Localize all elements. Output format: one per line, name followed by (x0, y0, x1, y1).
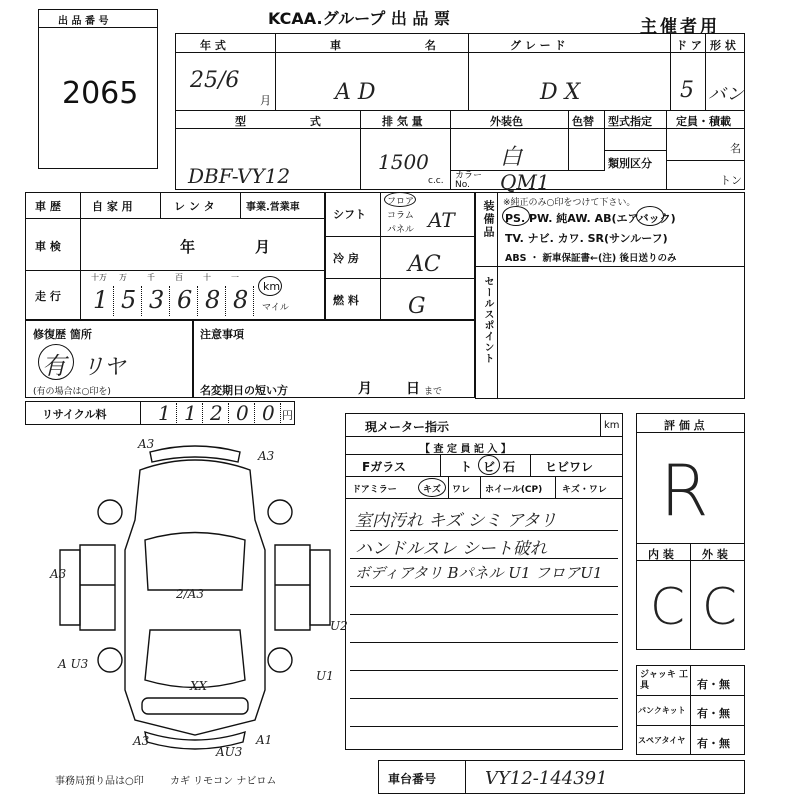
interior-label: 内 装 (648, 548, 674, 561)
mileage-digit-label: 十万 (91, 273, 107, 282)
mileage-digit-label: 万 (119, 273, 127, 282)
color-swap-label: 色替 (572, 115, 594, 128)
shift-column: コラム (387, 211, 414, 221)
make-value: A D (335, 80, 376, 105)
make-label: 車 名 (330, 39, 476, 52)
recycle-unit: 円 (282, 409, 293, 422)
capacity-ton: トン (720, 174, 742, 187)
mileage-label: 走 行 (35, 290, 61, 303)
meter-unit: km (604, 420, 620, 431)
mileage-digit-label: 一 (231, 273, 239, 282)
mileage-digit: 8 (205, 286, 221, 314)
equipment-label: 装備品 (482, 200, 495, 239)
tool-spare-yesno: 有・無 (697, 737, 730, 750)
mileage-digit: 8 (233, 286, 249, 314)
equipment-note: ※純正のみ○印をつけて下さい。 (503, 198, 636, 208)
diagram-mark: AU3 (216, 745, 243, 759)
shift-floor: フロア (387, 197, 415, 207)
color-no-value: QM1 (500, 170, 550, 194)
glass-label: Fガラス (362, 460, 406, 474)
lot-number-label: 出 品 番 号 (58, 16, 109, 27)
chassis-value: VY12-144391 (485, 768, 608, 789)
mileage-digit: 3 (149, 286, 165, 314)
tool-puncture: パンクキット (638, 706, 686, 715)
inspection-month: 月 (255, 238, 271, 256)
grade-value: D X (540, 80, 581, 105)
history-rental: レ ン タ (174, 200, 215, 213)
mirror-value-2: ワレ (452, 485, 471, 495)
exterior-label: 外 装 (702, 548, 728, 561)
tool-spare: スペアタイヤ (638, 736, 686, 745)
tool-jack: ジャッキ 工 具 (640, 670, 688, 691)
color-no-label: カラー No. (455, 171, 483, 190)
cc-value: 1500 (378, 150, 429, 174)
comment-1: 室内汚れ キズ シミ アタリ (355, 511, 557, 531)
recycle-digit: 1 (184, 401, 197, 425)
inspector-title: 【 査 定 員 記 入 】 (420, 444, 511, 455)
mileage-digit: 1 (93, 286, 109, 314)
comment-2: ハンドルスレ シート破れ (355, 539, 547, 559)
designation-label: 型式指定 (608, 115, 652, 128)
cc-label: 排 気 量 (382, 115, 423, 128)
deadline-label: 名変期日の短い方 (200, 384, 288, 397)
car-damage-diagram (50, 437, 348, 760)
deadline-until: まで (424, 387, 443, 397)
diagram-mark: U2 (330, 619, 348, 633)
year-value: 25/6 (190, 68, 240, 93)
equipment-line3: ABS ・ 新車保証書←(注) 後日送りのみ (505, 253, 677, 264)
score-value: R (660, 450, 709, 532)
history-private: 自 家 用 (92, 200, 133, 213)
mirror-value-1: キズ (423, 485, 441, 495)
mileage-digit-label: 千 (147, 273, 155, 282)
mileage-digit-label: 百 (175, 273, 183, 282)
diagram-mark: A U3 (58, 657, 89, 671)
recycle-label: リサイクル料 (42, 408, 107, 421)
mirror-label: ドアミラー (352, 485, 397, 495)
office-items: カギ リモコン ナビロム (170, 776, 277, 787)
lot-number: 2065 (62, 76, 139, 111)
year-unit: 月 (260, 94, 271, 107)
glass-value-2: ビ (483, 460, 496, 474)
recycle-digit: 0 (236, 401, 249, 425)
model-label: 型 式 (235, 115, 351, 128)
recycle-digit: 0 (262, 401, 275, 425)
glass-value-1: ト (460, 460, 473, 474)
diagram-mark: XX (190, 679, 208, 693)
diagram-mark: A3 (258, 449, 275, 463)
wheel-label: ホイール(CP) (485, 485, 543, 495)
mileage-digit: 6 (177, 286, 193, 314)
deadline-day: 日 (406, 381, 420, 397)
aircon-label: 冷 房 (333, 252, 359, 265)
tool-puncture-yesno: 有・無 (697, 707, 730, 720)
mileage-digit-label: 十 (203, 273, 211, 282)
interior-value: C (650, 578, 685, 636)
shift-panel: パネル (387, 225, 415, 235)
category-label: 類別区分 (608, 157, 652, 170)
grade-label: グ レ ー ド (510, 39, 566, 52)
recycle-digit: 2 (210, 401, 223, 425)
sales-point-label: セールスポイント (482, 276, 493, 364)
diagram-mark: A3 (50, 567, 67, 581)
notes-label: 注意事項 (200, 328, 244, 341)
fuel-value: G (408, 294, 426, 319)
repair-detail: リヤ (82, 355, 126, 380)
mileage-mile: マイル (262, 303, 289, 313)
color-value: 白 (500, 145, 523, 170)
inspection-label: 車 検 (35, 240, 61, 253)
diagram-mark: A3 (138, 437, 155, 451)
equipment-line1: PS. PW. 純AW. AB(エアバック) (505, 212, 676, 225)
doors-label: ド ア (676, 39, 702, 52)
office-label: 事務局預り品は○印 (55, 776, 144, 787)
recycle-digit: 1 (158, 401, 171, 425)
form-title: KCAA.グループ 出 品 票 (268, 9, 450, 28)
glass-value-3: 石 (503, 460, 516, 474)
history-business: 事業.営業車 (246, 202, 300, 213)
fuel-label: 燃 料 (333, 294, 359, 307)
repair-value: 有 (42, 352, 66, 380)
shift-value: AT (428, 208, 455, 232)
cc-unit: c.c. (428, 176, 444, 186)
repair-note: (有の場合は○印を) (33, 387, 111, 397)
mileage-km: km (263, 280, 281, 293)
exterior-value: C (702, 578, 737, 636)
aircon-value: AC (408, 252, 441, 277)
score-label: 評 価 点 (664, 419, 705, 432)
deadline-month: 月 (358, 381, 372, 397)
diagram-mark: A1 (256, 733, 273, 747)
comment-3: ボディアタリ Bパネル U1 フロアU1 (355, 564, 603, 582)
history-label: 車 歴 (35, 200, 61, 213)
wheel-values: キズ・ワレ (562, 485, 607, 495)
type-value: バン (708, 84, 744, 105)
chassis-label: 車台番号 (388, 772, 437, 786)
capacity-person: 名 (730, 142, 741, 155)
mileage-digit: 5 (121, 286, 137, 314)
inspection-year: 年 (180, 238, 196, 256)
copy-label: 主催者用 (640, 17, 720, 37)
year-label: 年 式 (200, 39, 226, 52)
shift-label: シフト (333, 208, 366, 221)
diagram-mark: A3 (133, 734, 150, 748)
capacity-label: 定員・積載 (676, 115, 731, 128)
type-label: 形 状 (710, 39, 736, 52)
model-value: DBF-VY12 (188, 164, 291, 188)
color-label: 外装色 (490, 115, 523, 128)
repair-label: 修復歴 箇所 (33, 328, 92, 341)
equipment-line2: TV. ナビ. カワ. SR(サンルーフ) (505, 232, 668, 245)
diagram-mark: U1 (316, 669, 334, 683)
meter-label: 現メーター指示 (365, 420, 450, 434)
glass-crack: ヒビワレ (545, 460, 594, 474)
tool-jack-yesno: 有・無 (697, 678, 730, 691)
doors-value: 5 (680, 78, 694, 103)
diagram-mark: 2/A3 (176, 587, 204, 601)
